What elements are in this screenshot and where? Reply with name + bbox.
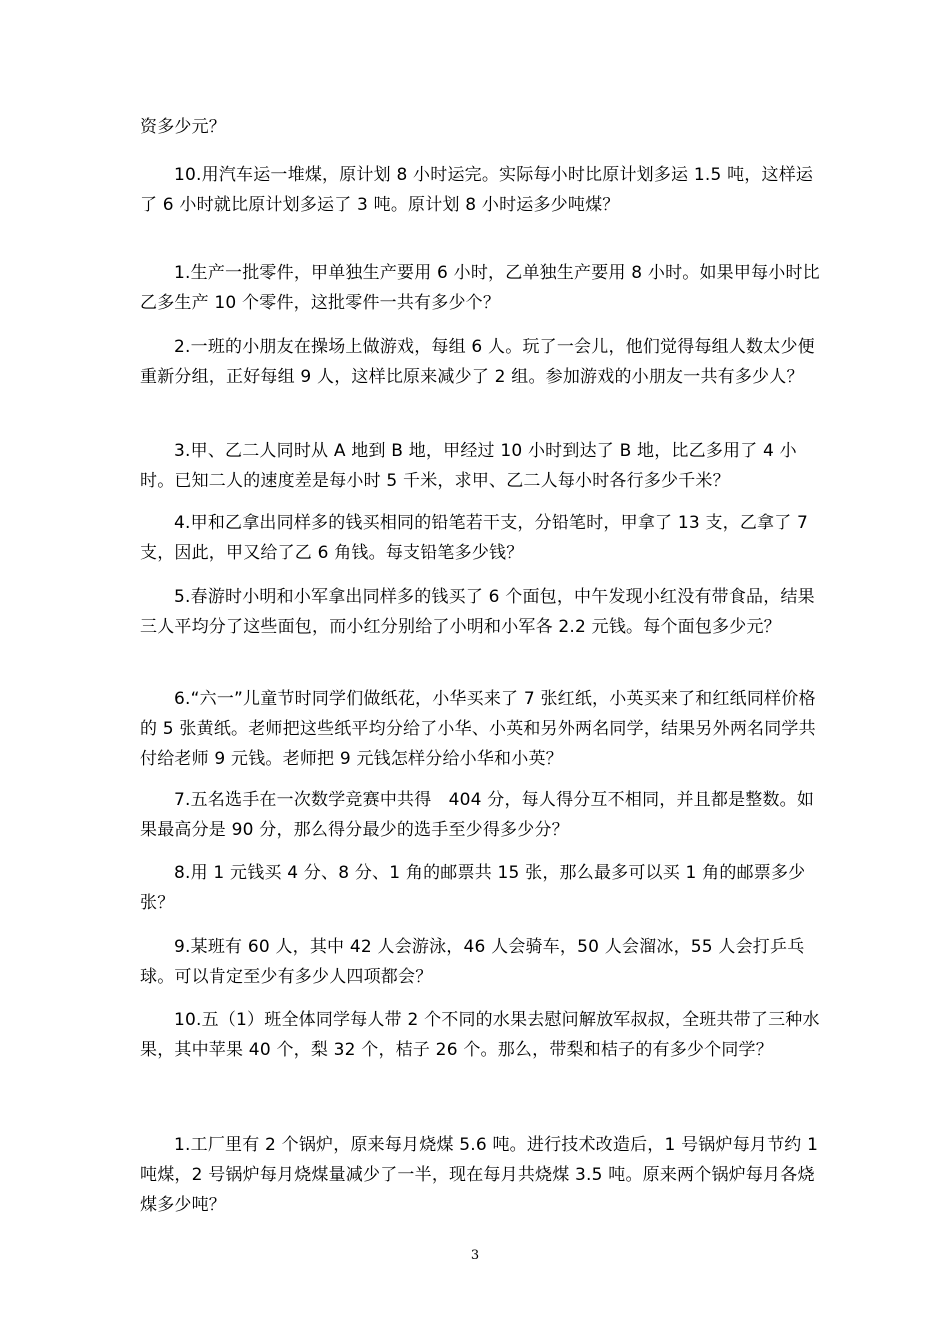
problem-paragraph: 3.甲、乙二人同时从 A 地到 B 地，甲经过 10 小时到达了 B 地，比乙多用了 4 小时。已知二人的速度差是每小时 5 千米，求甲、乙二人每小时各行多少千米？ [140, 441, 797, 491]
problem-paragraph: 2.一班的小朋友在操场上做游戏，每组 6 人。玩了一会儿，他们觉得每组人数太少便重新分组，正好每组 9 人，这样比原来减少了 2 组。参加游戏的小朋友一共有多少人？ [140, 337, 815, 387]
problem-paragraph: 10.用汽车运一堆煤，原计划 8 小时运完。实际每小时比原计划多运 1.5 吨，这样运了 6 小时就比原计划多运了 3 吨。原计划 8 小时运多少吨煤？ [140, 165, 814, 215]
problem-paragraph: 1.生产一批零件，甲单独生产要用 6 小时，乙单独生产要用 8 小时。如果甲每小时比乙多生产 10 个零件，这批零件一共有多少个？ [140, 263, 820, 313]
problem-paragraph: 5.春游时小明和小军拿出同样多的钱买了 6 个面包，中午发现小红没有带食品，结果三人平均分了这些面包，而小红分别给了小明和小军各 2.2 元钱。每个面包多少元？ [140, 587, 815, 637]
problem-paragraph: 1.工厂里有 2 个锅炉，原来每月烧煤 5.6 吨。进行技术改造后，1 号锅炉每月节约 1 吨煤，2 号锅炉每月烧煤量减少了一半，现在每月共烧煤 3.5 吨。原来两个锅炉每月各烧煤多少吨？ [140, 1135, 819, 1215]
problem-paragraph: 4.甲和乙拿出同样多的钱买相同的铅笔若干支，分铅笔时，甲拿了 13 支，乙拿了 7 支，因此，甲又给了乙 6 角钱。每支铅笔多少钱？ [140, 513, 809, 563]
problem-paragraph: 9.某班有 60 人，其中 42 人会游泳，46 人会骑车，50 人会溜冰，55 人会打乒乓球。可以肯定至少有多少人四项都会？ [140, 937, 805, 987]
page-number: 3 [470, 1248, 480, 1263]
continuation-text: 资多少元？ [140, 117, 226, 137]
problem-paragraph: 6.“六一”儿童节时同学们做纸花，小华买来了 7 张红纸，小英买来了和红纸同样价格的 5 张黄纸。老师把这些纸平均分给了小华、小英和另外两名同学，结果另外两名同学共付给老师 9 元钱。老师把 9 元钱怎样分给小华和小英？ [140, 689, 816, 769]
problem-paragraph: 7.五名选手在一次数学竞赛中共得 404 分，每人得分互不相同，并且都是整数。如果最高分是 90 分，那么得分最少的选手至少得多少分？ [140, 790, 815, 840]
problem-paragraph: 10.五（1）班全体同学每人带 2 个不同的水果去慰问解放军叔叔，全班共带了三种水果，其中苹果 40 个，梨 32 个，桔子 26 个。那么，带梨和桔子的有多少个同学？ [140, 1010, 820, 1060]
problem-paragraph: 8.用 1 元钱买 4 分、8 分、1 角的邮票共 15 张，那么最多可以买 1 角的邮票多少张？ [140, 863, 806, 913]
